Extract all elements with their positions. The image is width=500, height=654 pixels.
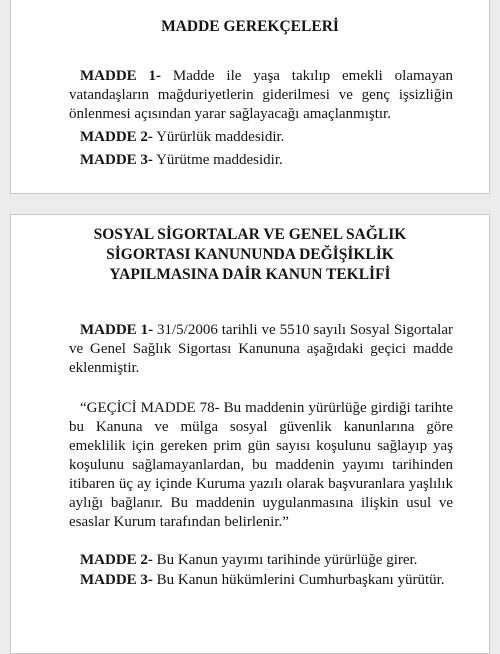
bill-article-2 bbox=[69, 551, 453, 570]
page-1 bbox=[10, 0, 490, 194]
page-title-gerekceler: MADDE GEREKÇELERİ bbox=[161, 18, 339, 35]
bill-title-line: YAPILMASINA DAİR KANUN TEKLİFİ bbox=[109, 266, 391, 283]
reason-article-3 bbox=[69, 151, 453, 170]
article-label: MADDE 2- bbox=[80, 129, 153, 145]
article-label: MADDE 3- bbox=[80, 152, 153, 168]
reason-article-1 bbox=[69, 67, 453, 124]
article-text: Bu Kanun hükümlerini Cumhurbaşkanı yürütür. bbox=[152, 572, 445, 588]
article-text: Bu Kanun yayımı tarihinde yürürlüğe girer. bbox=[152, 552, 418, 568]
bill-title-line: SOSYAL SİGORTALAR VE GENEL SAĞLIK bbox=[93, 226, 407, 243]
bill-article-3 bbox=[69, 571, 453, 590]
article-label: MADDE 2- bbox=[80, 552, 153, 568]
provisional-article-78: “GEÇİCİ MADDE 78- Bu maddenin yürürlüğe girdiği tarihte bu Kanuna ve mülga sosyal güvenlik kanunlarına göre emeklilik için gereken prim gün sayısı koşulunu sağlayıp yaş koşulunu sağlamayanlardan, bu maddenin yayımı tarihinden itibaren üç ay içinde Kuruma yazılı olarak başvuranlara yaşlılık aylığı bağlanır. Bu maddenin uygulanmasına ilişkin usul ve esaslar Kurum tarafından belirlenir.” bbox=[69, 400, 453, 530]
article-text: 31/5/2006 tarihli ve 5510 sayılı Sosyal Sigortalar ve Genel Sağlık Sigortası Kanununa aşağıdaki geçici madde eklenmiştir. bbox=[69, 322, 453, 376]
bill-title-line: SİGORTASI KANUNUNDA DEĞİŞİKLİK bbox=[106, 246, 394, 263]
page-2 bbox=[10, 214, 490, 654]
article-label: MADDE 1- bbox=[80, 322, 154, 338]
bill-article-1 bbox=[69, 321, 453, 378]
bill-title bbox=[11, 225, 489, 285]
article-label: MADDE 1- bbox=[80, 68, 162, 84]
article-text: Yürürlük maddesidir. bbox=[152, 129, 285, 145]
article-label: MADDE 3- bbox=[80, 572, 153, 588]
article-text: Yürütme maddesidir. bbox=[152, 152, 283, 168]
article-text: Madde ile yaşa takılıp emekli olamayan vatandaşların mağduriyetlerin giderilmesi ve genç işsizliğin önlenmesi açısından yarar sağlayacağı amaçlanmıştır. bbox=[69, 68, 453, 122]
reason-article-2 bbox=[69, 128, 453, 147]
